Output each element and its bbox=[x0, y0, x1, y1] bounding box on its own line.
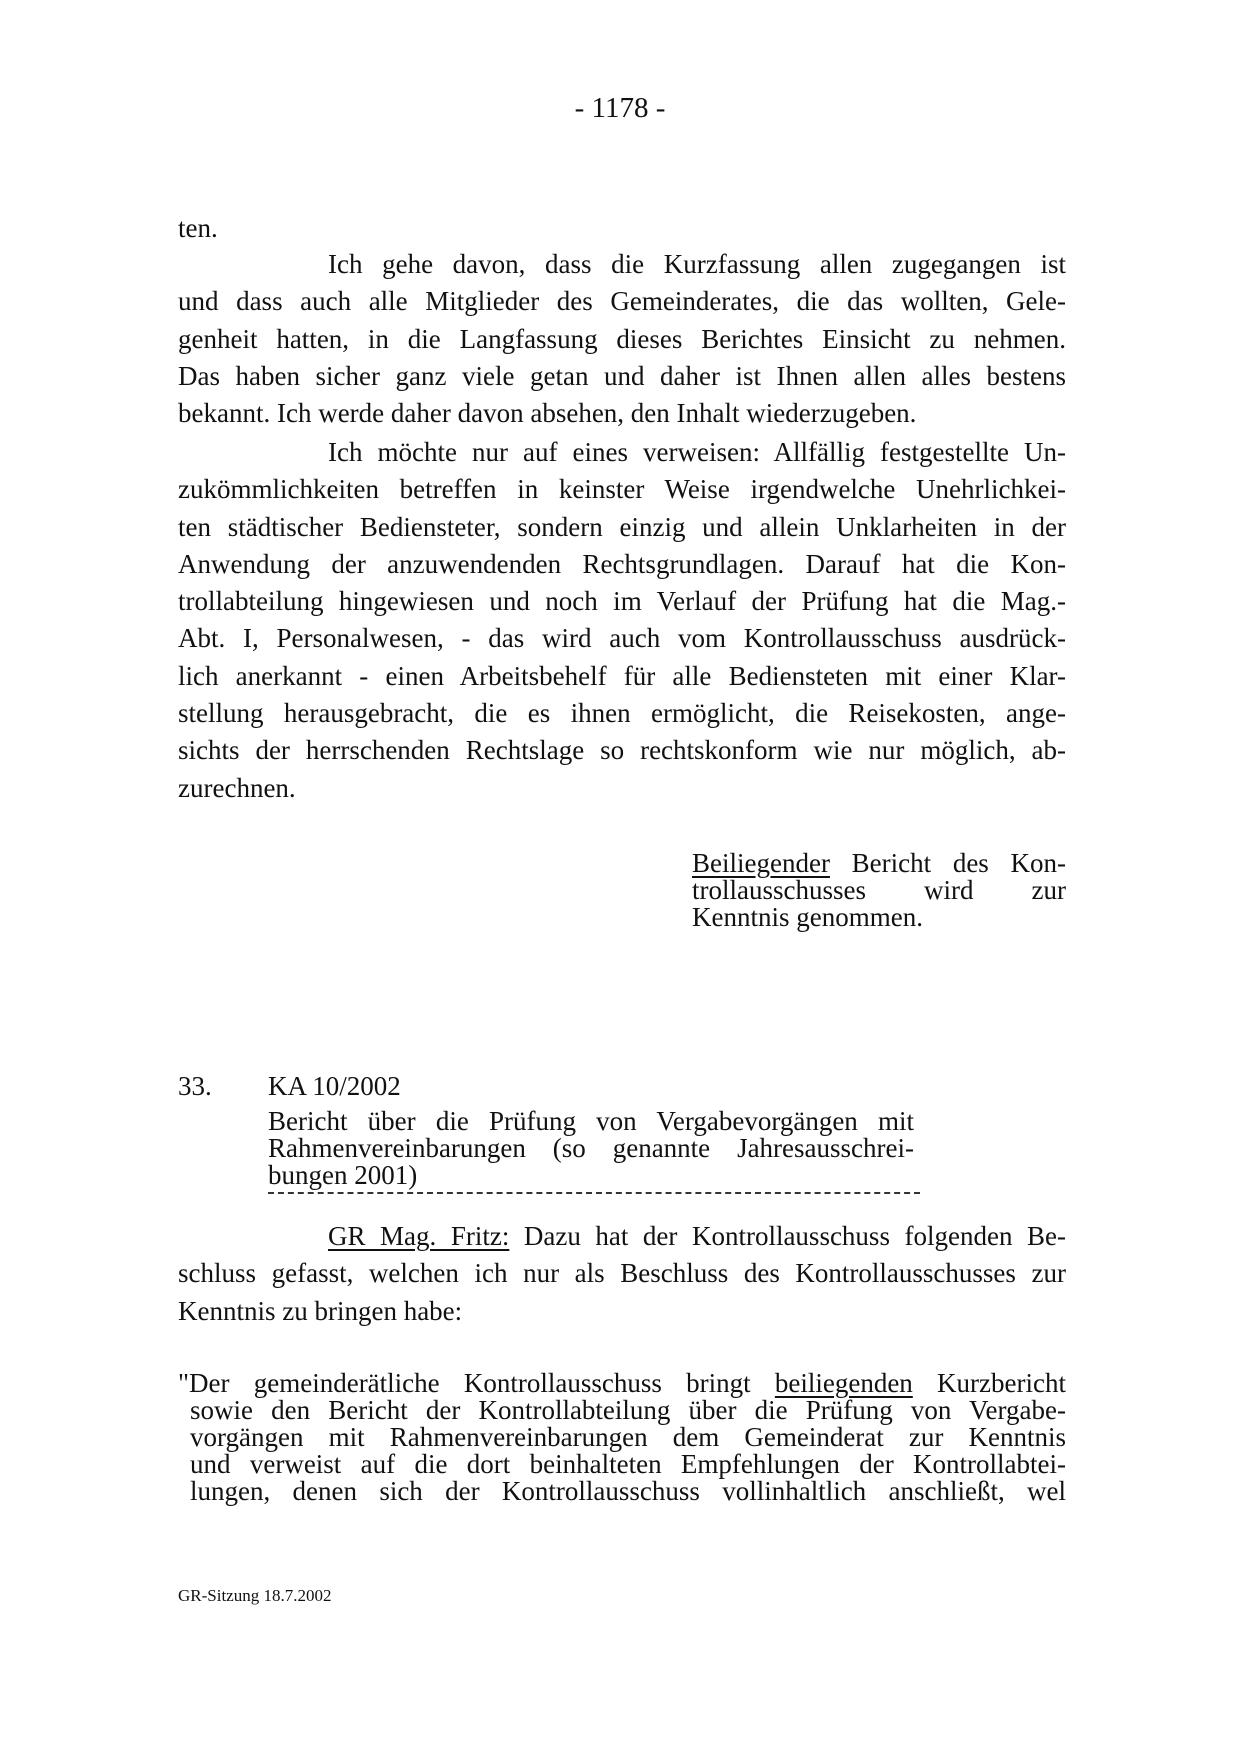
paragraph-continuation: ten. bbox=[178, 213, 218, 243]
speaker-paragraph bbox=[178, 1218, 1066, 1330]
quote-line: sowie den Bericht der Kontrollabteilung über die Prüfung von Vergabe- bbox=[190, 1395, 1066, 1425]
quote-line-pre: "Der gemeinderätliche Kontrollausschuss bringt bbox=[178, 1368, 775, 1398]
paragraph-2 bbox=[178, 434, 1066, 807]
decision-line-rest: Bericht des Kon- bbox=[851, 848, 1067, 878]
agenda-title-line: Rahmenvereinbarungen (so genannte Jahresausschrei- bbox=[268, 1133, 914, 1163]
page-number: - 1178 - bbox=[574, 92, 666, 124]
speaker-line: Kenntnis zu bringen habe: bbox=[178, 1295, 463, 1326]
decision-line bbox=[692, 850, 1066, 877]
paragraph-line: bekannt. Ich werde daher davon absehen, den Inhalt wiederzugeben. bbox=[178, 398, 917, 429]
quoted-resolution bbox=[178, 1370, 1066, 1505]
agenda-item-number: 33. bbox=[178, 1071, 212, 1101]
decision-line: Kenntnis genommen. bbox=[692, 902, 923, 932]
quote-line: lungen, denen sich der Kontrollausschuss vollinhaltlich anschließt, wel bbox=[190, 1476, 1066, 1506]
paragraph-line: trollabteilung hingewiesen und noch im Verlauf der Prüfung hat die Mag.- bbox=[178, 586, 1066, 617]
paragraph-line: Ich gehe davon, dass die Kurzfassung allen zugegangen ist bbox=[328, 249, 1066, 279]
speaker-line: schluss gefasst, welchen ich nur als Beschluss des Kontrollausschusses zur bbox=[178, 1258, 1066, 1289]
paragraph-line: genheit hatten, in die Langfassung dieses Berichtes Einsicht zu nehmen. bbox=[178, 323, 1066, 354]
speaker-line-rest: Dazu hat der Kontrollausschuss folgenden Be- bbox=[509, 1221, 1066, 1251]
quote-underlined: beiliegenden bbox=[774, 1368, 913, 1398]
paragraph-line: Anwendung der anzuwendenden Rechtsgrundlagen. Darauf hat die Kon- bbox=[178, 548, 1066, 579]
paragraph-line: sichts der herrschenden Rechtslage so rechtskonform wie nur möglich, ab- bbox=[178, 735, 1066, 766]
quote-line bbox=[178, 1370, 1066, 1397]
paragraph-line: und dass auch alle Mitglieder des Gemeinderates, die das wollten, Gele- bbox=[178, 286, 1066, 317]
paragraph-1 bbox=[178, 246, 1066, 432]
quote-line: vorgängen mit Rahmenvereinbarungen dem Gemeinderat zur Kenntnis bbox=[190, 1422, 1066, 1452]
speaker-line bbox=[178, 1218, 1066, 1255]
decision-line: trollausschusses wird zur bbox=[692, 875, 1066, 905]
quote-line: und verweist auf die dort beinhalteten Empfehlungen der Kontrollabtei- bbox=[190, 1449, 1066, 1479]
page-footer: GR-Sitzung 18.7.2002 bbox=[178, 1586, 332, 1605]
agenda-title-line: Bericht über die Prüfung von Vergabevorgängen mit bbox=[268, 1106, 914, 1136]
paragraph-line: Abt. I, Personalwesen, - das wird auch vom Kontrollausschuss ausdrück- bbox=[178, 623, 1066, 654]
paragraph-line: stellung herausgebracht, die es ihnen ermöglicht, die Reisekosten, ange- bbox=[178, 698, 1066, 729]
dashed-divider bbox=[268, 1192, 920, 1194]
speaker-name: GR Mag. Fritz: bbox=[328, 1221, 510, 1251]
decision-underlined: Beiliegender bbox=[692, 848, 830, 878]
paragraph-line: Ich möchte nur auf eines verweisen: Allfällig festgestellte Un- bbox=[328, 437, 1066, 467]
paragraph-line: zukömmlichkeiten betreffen in keinster Weise irgendwelche Unehrlichkei- bbox=[178, 474, 1066, 505]
quote-line-post: Kurzbericht bbox=[912, 1368, 1066, 1398]
decision-block bbox=[692, 850, 1066, 931]
agenda-item-title bbox=[268, 1108, 914, 1189]
agenda-title-line: bungen 2001) bbox=[268, 1160, 418, 1190]
paragraph-line: Das haben sicher ganz viele getan und daher ist Ihnen allen alles bestens bbox=[178, 360, 1066, 391]
agenda-item-code: KA 10/2002 bbox=[268, 1071, 401, 1101]
paragraph-line: zurechnen. bbox=[178, 772, 296, 803]
paragraph-line: lich anerkannt - einen Arbeitsbehelf für alle Bediensteten mit einer Klar- bbox=[178, 660, 1066, 691]
paragraph-line: ten städtischer Bediensteter, sondern einzig und allein Unklarheiten in der bbox=[178, 511, 1066, 542]
